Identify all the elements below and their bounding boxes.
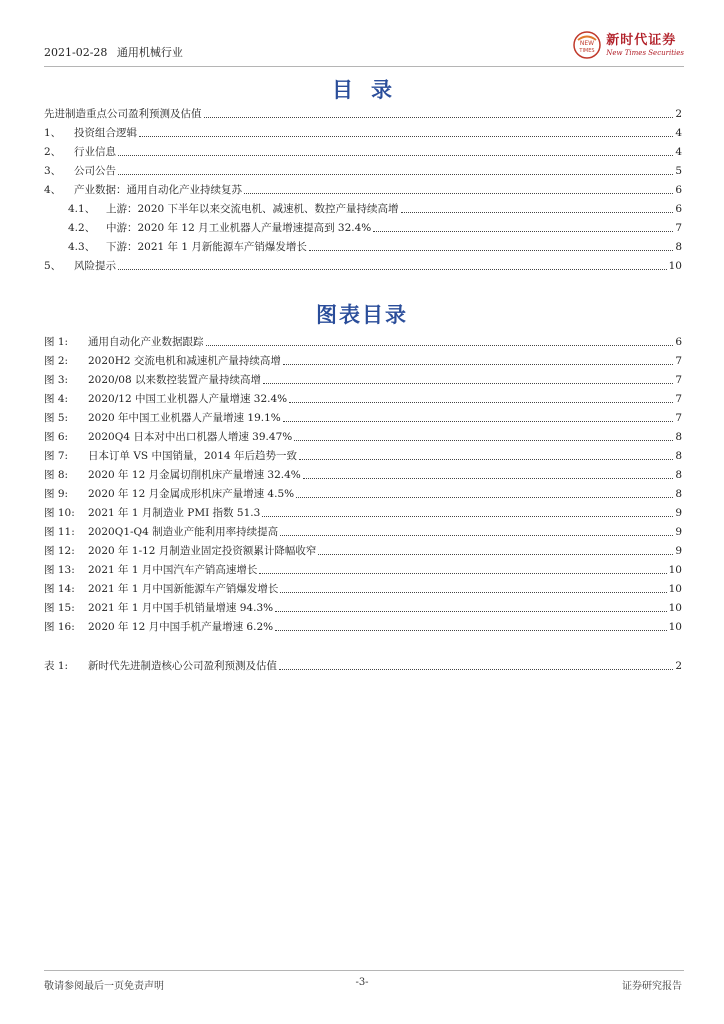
- figure-item[interactable]: [44, 485, 682, 501]
- toc-item[interactable]: [44, 105, 682, 121]
- leader-dots: [118, 269, 667, 270]
- toc-item-text: 风险提示: [74, 260, 116, 272]
- toc-item-num: 5、: [44, 260, 62, 272]
- footer-divider: [44, 970, 684, 971]
- toc-item-text: 产业数据：通用自动化产业持续复苏: [74, 184, 242, 196]
- toc-title: 目录: [332, 77, 410, 102]
- figure-item[interactable]: [44, 618, 682, 634]
- figure-item-num: 图 15:: [44, 602, 75, 614]
- leader-dots: [279, 669, 673, 670]
- leader-dots: [401, 212, 674, 213]
- figure-item-num: 图 1:: [44, 336, 69, 348]
- figure-item-num: 图 4:: [44, 393, 69, 405]
- figure-item-num: 图 8:: [44, 469, 69, 481]
- toc-item[interactable]: [44, 181, 682, 197]
- figure-item[interactable]: [44, 409, 682, 425]
- toc-item[interactable]: [44, 162, 682, 178]
- logo-en: New Times Securities: [606, 48, 684, 57]
- figure-item-text: 2020 年中国工业机器人产量增速 19.1%: [88, 412, 281, 424]
- leader-dots: [309, 250, 673, 251]
- toc-subitem[interactable]: [68, 200, 682, 216]
- leader-dots: [244, 193, 673, 194]
- figure-item-page: 9: [675, 507, 682, 519]
- figure-item-num: 图 13:: [44, 564, 75, 576]
- figure-item-num: 图 11:: [44, 526, 75, 538]
- figure-item[interactable]: [44, 580, 682, 596]
- toc-item-page: 6: [675, 184, 682, 196]
- figure-item[interactable]: [44, 371, 682, 387]
- toc-item-text: 投资组合逻辑: [74, 127, 137, 139]
- leader-dots: [262, 516, 673, 517]
- leader-dots: [206, 345, 674, 346]
- figure-item-text: 日本订单 VS 中国销量，2014 年后趋势一致: [88, 450, 298, 462]
- toc-item-page: 10: [668, 260, 682, 272]
- figure-item-num: 图 12:: [44, 545, 75, 557]
- toc-item-num: 4.3、: [68, 241, 96, 253]
- toc-item[interactable]: [44, 257, 682, 273]
- figure-item[interactable]: [44, 428, 682, 444]
- toc-item-page: 8: [675, 241, 682, 253]
- toc-item-num: 2、: [44, 146, 62, 158]
- toc-item-num: 4、: [44, 184, 62, 196]
- figure-item-text: 通用自动化产业数据跟踪: [88, 336, 204, 348]
- figure-item-text: 2021 年 1 月制造业 PMI 指数 51.3: [88, 507, 261, 519]
- figure-item[interactable]: [44, 447, 682, 463]
- toc-item-num: 4.2、: [68, 222, 96, 234]
- figure-item-text: 2020 年 12 月中国手机产量增速 6.2%: [88, 621, 274, 633]
- leader-dots: [280, 535, 673, 536]
- figure-item-num: 图 2:: [44, 355, 69, 367]
- toc-item-page: 7: [675, 222, 682, 234]
- logo-mark-icon: [572, 30, 602, 60]
- figure-item-text: 2020/12 中国工业机器人产量增速 32.4%: [88, 393, 288, 405]
- figure-item-num: 图 6:: [44, 431, 69, 443]
- figure-item-num: 图 16:: [44, 621, 75, 633]
- toc-subitem[interactable]: [68, 238, 682, 254]
- figure-item-page: 9: [675, 526, 682, 538]
- leader-dots: [299, 459, 673, 460]
- report-type: 证券研究报告: [622, 981, 682, 992]
- toc-item-text: 先进制造重点公司盈利预测及估值: [44, 108, 202, 120]
- leader-dots: [263, 383, 673, 384]
- leader-dots: [275, 630, 667, 631]
- figure-item-page: 10: [668, 621, 682, 633]
- toc-item-page: 2: [675, 108, 682, 120]
- table-item[interactable]: [44, 657, 682, 673]
- figure-item-page: 8: [675, 431, 682, 443]
- logo-name: [606, 34, 684, 57]
- figure-item-page: 8: [675, 488, 682, 500]
- logo-mark-new: NEW: [580, 40, 595, 47]
- table-item-text: 新时代先进制造核心公司盈利预测及估值: [88, 660, 277, 672]
- toc-item-num: 1、: [44, 127, 62, 139]
- figure-item-page: 6: [675, 336, 682, 348]
- page-header: [44, 30, 684, 64]
- disclaimer-note: 敬请参阅最后一页免责声明: [44, 981, 164, 992]
- figure-item-page: 10: [668, 583, 682, 595]
- logo-mark-times: TIMES: [579, 48, 595, 54]
- figure-item-page: 7: [675, 393, 682, 405]
- header-meta: [44, 44, 183, 60]
- figure-item-num: 图 3:: [44, 374, 69, 386]
- figure-item-page: 8: [675, 450, 682, 462]
- figure-item-page: 8: [675, 469, 682, 481]
- header-divider: [44, 66, 684, 67]
- figure-item[interactable]: [44, 333, 682, 349]
- figure-item-page: 10: [668, 602, 682, 614]
- leader-dots: [204, 117, 674, 118]
- figure-item[interactable]: [44, 352, 682, 368]
- leader-dots: [294, 440, 673, 441]
- figure-item-text: 2020 年 12 月金属切削机床产量增速 32.4%: [88, 469, 301, 481]
- figure-item[interactable]: [44, 504, 682, 520]
- figure-item-text: 2020Q1-Q4 制造业产能利用率持续提高: [88, 526, 279, 538]
- leader-dots: [275, 611, 667, 612]
- leader-dots: [296, 497, 673, 498]
- figure-item-text: 2021 年 1 月中国手机销量增速 94.3%: [88, 602, 274, 614]
- page-number: -3-: [355, 977, 369, 988]
- toc-item-num: 3、: [44, 165, 62, 177]
- figure-item[interactable]: [44, 599, 682, 615]
- figure-item-page: 7: [675, 412, 682, 424]
- leader-dots: [373, 231, 673, 232]
- leader-dots: [283, 421, 674, 422]
- figure-item-text: 2021 年 1 月中国汽车产销高速增长: [88, 564, 258, 576]
- toc-subitem[interactable]: [68, 219, 682, 235]
- industry-name: 通用机械行业: [116, 46, 183, 59]
- table-item-page: 2: [675, 660, 682, 672]
- figure-item-text: 2020/08 以来数控装置产量持续高增: [88, 374, 261, 386]
- figure-item-text: 2020H2 交流电机和减速机产量持续高增: [88, 355, 281, 367]
- toc-item[interactable]: [44, 124, 682, 140]
- figure-item-text: 2020 年 1-12 月制造业固定投资额累计降幅收窄: [88, 545, 317, 557]
- figure-item-page: 7: [675, 355, 682, 367]
- figure-item-num: 图 5:: [44, 412, 69, 424]
- figure-item-text: 2020Q4 日本对中出口机器人增速 39.47%: [88, 431, 293, 443]
- logo-cn: 新时代证券: [606, 32, 677, 48]
- figure-item-text: 2020 年 12 月金属成形机床产量增速 4.5%: [88, 488, 295, 500]
- leader-dots: [118, 155, 673, 156]
- toc-item-num: 4.1、: [68, 203, 96, 215]
- figure-item[interactable]: [44, 390, 682, 406]
- table-item-num: 表 1:: [44, 660, 69, 672]
- toc-item-page: 4: [675, 146, 682, 158]
- figure-item[interactable]: [44, 542, 682, 558]
- figure-item-page: 9: [675, 545, 682, 557]
- leader-dots: [139, 136, 673, 137]
- toc-item[interactable]: [44, 143, 682, 159]
- figure-item-num: 图 7:: [44, 450, 69, 462]
- leader-dots: [289, 402, 673, 403]
- toc-item-text: 下游：2021 年 1 月新能源车产销爆发增长: [106, 241, 307, 253]
- figure-item[interactable]: [44, 466, 682, 482]
- toc-item-page: 4: [675, 127, 682, 139]
- brand-logo: [572, 30, 684, 60]
- figure-item-num: 图 9:: [44, 488, 69, 500]
- figure-item-text: 2021 年 1 月中国新能源车产销爆发增长: [88, 583, 279, 595]
- leader-dots: [259, 573, 666, 574]
- figure-item-page: 7: [675, 374, 682, 386]
- leader-dots: [303, 478, 674, 479]
- leader-dots: [118, 174, 673, 175]
- figure-item-num: 图 14:: [44, 583, 75, 595]
- figure-item[interactable]: [44, 523, 682, 539]
- figure-item-num: 图 10:: [44, 507, 75, 519]
- toc-item-text: 公司公告: [74, 165, 116, 177]
- toc-item-text: 中游：2020 年 12 月工业机器人产量增速提高到 32.4%: [106, 222, 372, 234]
- toc-item-page: 6: [675, 203, 682, 215]
- toc-item-text: 上游：2020 下半年以来交流电机、减速机、数控产量持续高增: [106, 203, 399, 215]
- toc-item-text: 行业信息: [74, 146, 116, 158]
- figure-item[interactable]: [44, 561, 682, 577]
- leader-dots: [283, 364, 673, 365]
- leader-dots: [280, 592, 666, 593]
- report-date: 2021-02-28: [44, 46, 108, 59]
- toc-item-page: 5: [675, 165, 682, 177]
- figures-title: 图表目录: [316, 302, 408, 327]
- figure-item-page: 10: [668, 564, 682, 576]
- leader-dots: [318, 554, 673, 555]
